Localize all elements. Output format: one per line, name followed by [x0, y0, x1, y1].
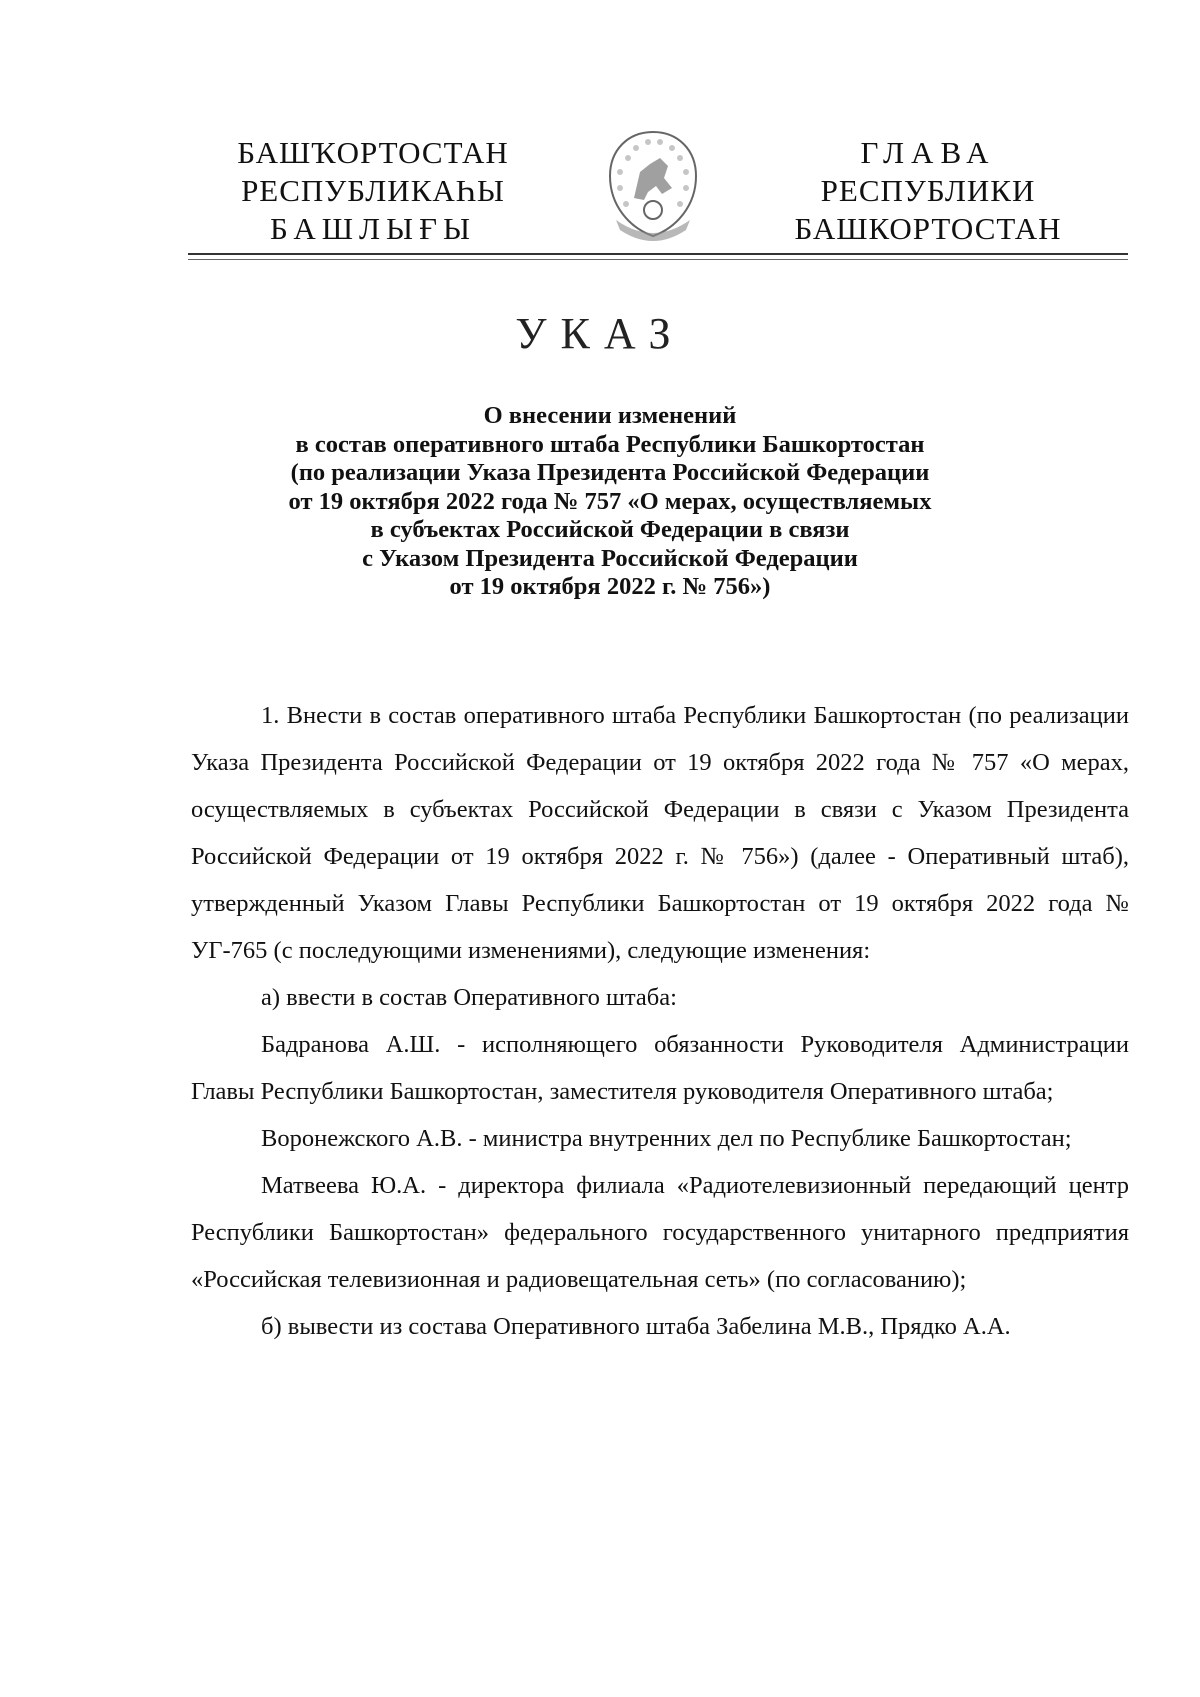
letterhead — [188, 128, 1128, 258]
letterhead-russian-line-2: РЕСПУБЛИКИ — [820, 173, 1036, 208]
document-title — [200, 402, 1020, 602]
paragraph-item-1: 1. Внести в состав оперативного штаба Республики Башкортостан (по реализации Указа Президента Российской Федерации от 19 октября 2022 года № 757 «О мерах, осуществляемых в субъектах Российской Федерации в связи с Указом Президента Российской Федерации от 19 октября 2022 г. № 756») (далее - Оперативный штаб), утвержденный Указом Главы Республики Башкортостан от 19 октября 2022 года № УГ-765 (с последующими изменениями), следующие изменения: — [191, 702, 1129, 964]
letterhead-bashkir-line-2: РЕСПУБЛИКАҺЫ — [241, 173, 505, 208]
title-line: от 19 октября 2022 г. № 756») — [449, 573, 771, 600]
letterhead-bashkir-line-1: БАШҠОРТОСТАН — [237, 135, 509, 170]
paragraph-person-matveev: Матвеева Ю.А. - директора филиала «Радиотелевизионный передающий центр Республики Башкортостан» федерального государственного унитарного предприятия «Российская телевизионная и радиовещательная сеть» (по согласованию); — [191, 1172, 1129, 1293]
letterhead-russian-line-3: БАШКОРТОСТАН — [794, 211, 1062, 246]
letterhead-divider — [188, 253, 1128, 260]
title-line: в субъектах Российской Федерации в связи — [370, 516, 850, 543]
title-line: с Указом Президента Российской Федерации — [362, 544, 858, 572]
document-type-heading: УКАЗ — [515, 309, 685, 358]
title-line: (по реализации Указа Президента Российской Федерации — [290, 459, 930, 486]
letterhead-bashkir — [228, 134, 518, 248]
title-line: О внесении изменений — [483, 402, 737, 429]
title-line: от 19 октября 2022 года № 757 «О мерах, осуществляемых — [288, 487, 932, 515]
letterhead-russian-line-1: ГЛАВА — [860, 135, 996, 170]
paragraph-subitem-a: а) ввести в состав Оперативного штаба: — [261, 984, 677, 1011]
coat-of-arms-icon — [598, 128, 708, 248]
document-body — [191, 692, 1129, 1350]
title-line: в состав оперативного штаба Республики Башкортостан — [295, 430, 925, 458]
paragraph-person-voronezhsky: Воронежского А.В. - министра внутренних дел по Республике Башкортостан; — [261, 1125, 1072, 1152]
paragraph-person-badranov: Бадранова А.Ш. - исполняющего обязанности Руководителя Администрации Главы Республики Башкортостан, заместителя руководителя Оперативного штаба; — [191, 1031, 1129, 1105]
paragraph-subitem-b: б) вывести из состава Оперативного штаба Забелина М.В., Прядко А.А. — [261, 1313, 1011, 1340]
letterhead-bashkir-line-3: БАШЛЫҒЫ — [269, 211, 477, 246]
letterhead-russian — [768, 134, 1088, 248]
